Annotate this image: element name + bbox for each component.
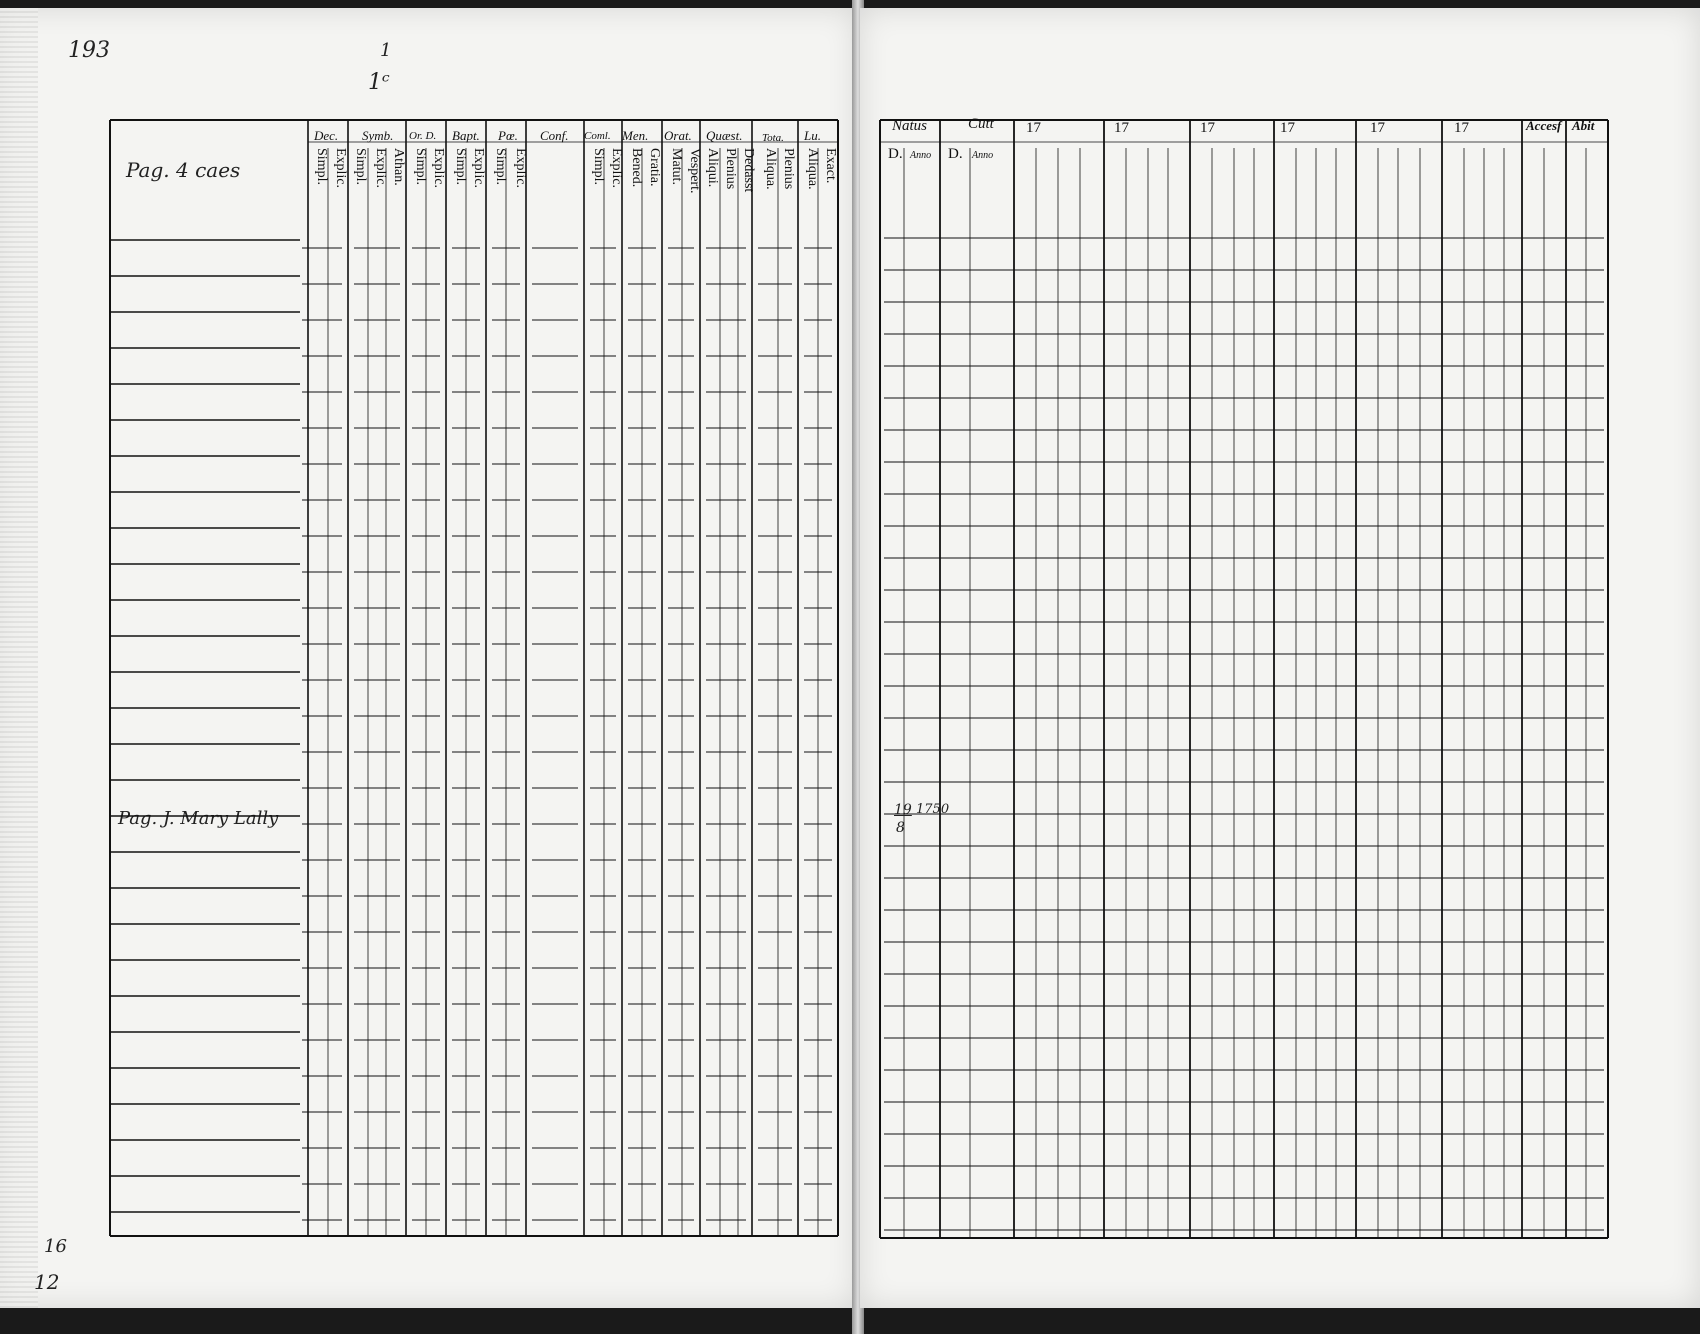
header-day: D.	[948, 146, 963, 162]
entry-day: 19	[894, 802, 912, 818]
sub-header: Simpl.	[453, 148, 468, 185]
header-anno: Anno	[910, 150, 932, 161]
year-header: 17	[1200, 120, 1215, 136]
sub-header: Bened.	[629, 148, 644, 188]
year-header: 17	[1026, 120, 1041, 136]
col-header-quaest: Quæst.	[706, 128, 743, 143]
margin-number: 16	[44, 1236, 67, 1257]
header-anno: Anno	[972, 150, 994, 161]
right-ledger-grid	[860, 8, 1700, 1308]
sub-header: Athan.	[391, 148, 406, 186]
col-header-bapt: Bapt.	[452, 128, 480, 143]
sub-header: Plenius	[723, 148, 738, 190]
page-number: 193	[68, 38, 110, 63]
sub-header: Simpl.	[314, 148, 329, 185]
sub-header: Simpl.	[353, 148, 368, 185]
sub-header: Explic.	[609, 148, 624, 189]
col-header-poe: Pœ.	[498, 128, 518, 143]
right-page	[860, 8, 1700, 1308]
entry-year: 1750	[916, 802, 950, 817]
sub-header: Explic.	[373, 148, 388, 189]
col-header-men: Men.	[622, 128, 649, 143]
header-cutt: Cutt	[968, 116, 994, 132]
year-header: 17	[1114, 120, 1129, 136]
row-label: Pag. J. Mary Lally	[118, 808, 279, 829]
col-header-symb: Symb.	[362, 128, 394, 143]
sub-header: Plenius	[781, 148, 796, 190]
sub-header: Gratia.	[647, 148, 662, 187]
sub-header: Simpl.	[493, 148, 508, 185]
sub-header: Dedasst	[741, 148, 756, 193]
col-header-orat: Orat.	[664, 128, 692, 143]
sub-header: Exact.	[823, 148, 838, 184]
top-mark: 1	[380, 40, 392, 61]
header-accesf: Accesf	[1526, 118, 1562, 133]
sub-header: Aliqui.	[705, 148, 720, 188]
margin-number: 12	[34, 1270, 60, 1294]
sub-header: Explic.	[333, 148, 348, 189]
left-page	[0, 8, 858, 1308]
sub-header: Explic.	[471, 148, 486, 189]
sub-header: Simpl.	[591, 148, 606, 185]
col-header-lu: Lu.	[804, 128, 821, 143]
sub-header: Aliqua.	[763, 148, 778, 190]
col-header-tota: Tota.	[762, 132, 784, 144]
sub-header: Aliqua.	[805, 148, 820, 190]
sub-header: Vespert.	[687, 148, 702, 194]
left-ledger-grid	[0, 8, 856, 1308]
row-label: Pag. 4 caes	[126, 158, 241, 182]
header-natus: Natus	[892, 118, 928, 134]
col-header-ord: Or. D.	[409, 130, 437, 142]
sub-header: Explic.	[431, 148, 446, 189]
sub-header: Simpl.	[413, 148, 428, 185]
year-header: 17	[1454, 120, 1469, 136]
header-abit: Abit	[1572, 118, 1595, 133]
col-header-conf: Conf.	[540, 128, 569, 143]
sub-header: Matut.	[669, 148, 684, 185]
col-header-dec: Dec.	[314, 128, 339, 143]
year-header: 17	[1280, 120, 1295, 136]
col-header-coml: Coml.	[584, 130, 611, 142]
sub-header: Explic.	[513, 148, 528, 189]
year-header: 17	[1370, 120, 1385, 136]
entry-day-2: 8	[896, 820, 905, 836]
header-day: D.	[888, 146, 903, 162]
top-mark-2: 1ᶜ	[368, 70, 390, 95]
